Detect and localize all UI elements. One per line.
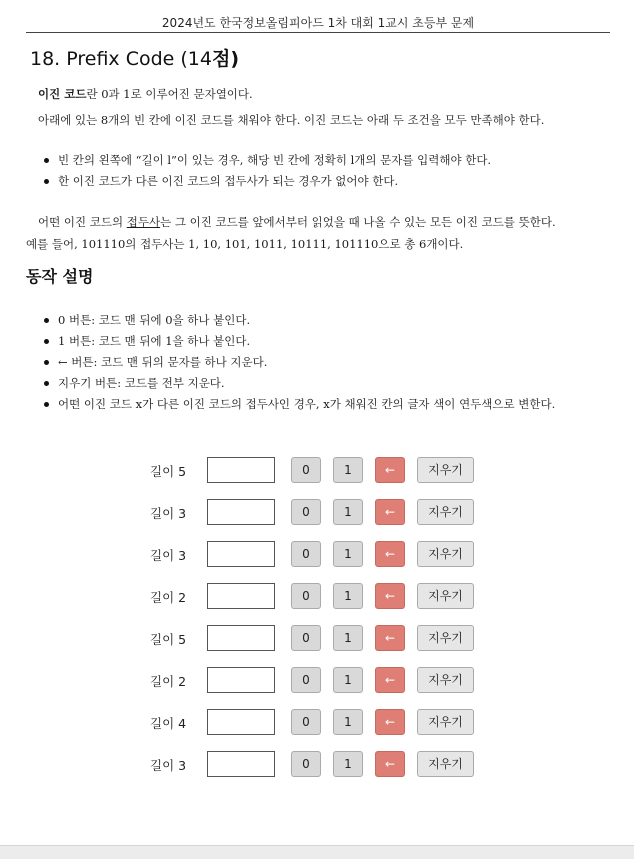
intro-line-1-rest: 란 0과 1로 이루어진 문자열이다. <box>86 87 253 101</box>
backspace-button[interactable]: ← <box>375 583 405 609</box>
backspace-button[interactable]: ← <box>375 625 405 651</box>
append-one-button[interactable]: 1 <box>333 499 363 525</box>
problem-title-suffix: 점) <box>211 48 240 70</box>
code-field-6[interactable] <box>207 667 275 693</box>
code-field-4[interactable] <box>207 583 275 609</box>
bullet-dot-icon <box>44 158 49 163</box>
code-row-8 <box>150 750 480 780</box>
operation-item <box>44 373 555 394</box>
length-label: 길이 3 <box>150 548 187 563</box>
length-label: 길이 2 <box>150 674 187 689</box>
code-field-1[interactable] <box>207 457 275 483</box>
append-one-button[interactable]: 1 <box>333 667 363 693</box>
clear-button[interactable]: 지우기 <box>417 541 474 567</box>
definition-text-b: 는 그 이진 코드를 앞에서부터 읽었을 때 나올 수 있는 모든 이진 코드를 뜻한다. <box>160 215 556 229</box>
append-one-button[interactable]: 1 <box>333 625 363 651</box>
clear-button[interactable]: 지우기 <box>417 625 474 651</box>
append-zero-button[interactable]: 0 <box>291 667 321 693</box>
condition-item <box>44 150 491 171</box>
operation-list <box>44 310 555 415</box>
conditions-list <box>44 150 491 192</box>
operation-text: 지우기 버튼: 코드를 전부 지운다. <box>58 376 225 390</box>
code-row-4 <box>150 582 480 612</box>
append-zero-button[interactable]: 0 <box>291 541 321 567</box>
length-label: 길이 3 <box>150 758 187 773</box>
intro-line-1 <box>38 86 253 102</box>
bullet-dot-icon <box>44 402 49 407</box>
operation-text: 어떤 이진 코드 x가 다른 이진 코드의 접두사인 경우, x가 채워진 칸의 글자 색이 연두색으로 변한다. <box>58 397 556 411</box>
code-row-2 <box>150 498 480 528</box>
definition-line-2: 예를 들어, 101110의 접두사는 1, 10, 101, 1011, 10111, 101110으로 총 6개이다. <box>26 237 464 251</box>
length-label: 길이 3 <box>150 506 187 521</box>
backspace-button[interactable]: ← <box>375 667 405 693</box>
append-one-button[interactable]: 1 <box>333 541 363 567</box>
code-row-3 <box>150 540 480 570</box>
code-row-6 <box>150 666 480 696</box>
length-label: 길이 5 <box>150 632 187 647</box>
clear-button[interactable]: 지우기 <box>417 499 474 525</box>
backspace-button[interactable]: ← <box>375 457 405 483</box>
problem-title-prefix: 18. Prefix Code (14 <box>30 48 212 70</box>
code-field-3[interactable] <box>207 541 275 567</box>
intro-line-2: 아래에 있는 8개의 빈 칸에 이진 코드를 채워야 한다. 이진 코드는 아래 두 조건을 모두 만족해야 한다. <box>38 113 545 127</box>
header-divider <box>26 32 610 33</box>
condition-text: 빈 칸의 왼쪽에 “길이 l”이 있는 경우, 해당 빈 칸에 정확히 l개의 문자를 입력해야 한다. <box>58 153 492 167</box>
operation-text: 0 버튼: 코드 맨 뒤에 0을 하나 붙인다. <box>58 313 251 327</box>
code-field-2[interactable] <box>207 499 275 525</box>
code-field-8[interactable] <box>207 751 275 777</box>
append-zero-button[interactable]: 0 <box>291 751 321 777</box>
append-one-button[interactable]: 1 <box>333 583 363 609</box>
operation-section-title: 동작 설명 <box>26 267 94 286</box>
append-one-button[interactable]: 1 <box>333 457 363 483</box>
operation-item <box>44 310 555 331</box>
clear-button[interactable]: 지우기 <box>417 751 474 777</box>
code-row-7 <box>150 708 480 738</box>
append-zero-button[interactable]: 0 <box>291 583 321 609</box>
bullet-dot-icon <box>44 179 49 184</box>
clear-button[interactable]: 지우기 <box>417 583 474 609</box>
length-label: 길이 4 <box>150 716 187 731</box>
length-label: 길이 5 <box>150 464 187 479</box>
binary-code-term: 이진 코드 <box>38 87 87 101</box>
backspace-button[interactable]: ← <box>375 709 405 735</box>
viewer-bottom-bar <box>0 845 634 859</box>
problem-title <box>30 44 239 71</box>
code-row-1 <box>150 456 480 486</box>
clear-button[interactable]: 지우기 <box>417 667 474 693</box>
backspace-button[interactable]: ← <box>375 541 405 567</box>
clear-button[interactable]: 지우기 <box>417 457 474 483</box>
definition-line-1 <box>38 214 556 230</box>
append-one-button[interactable]: 1 <box>333 709 363 735</box>
operation-text: ← 버튼: 코드 맨 뒤의 문자를 하나 지운다. <box>58 355 268 369</box>
code-field-5[interactable] <box>207 625 275 651</box>
append-zero-button[interactable]: 0 <box>291 625 321 651</box>
definition-text-a: 어떤 이진 코드의 <box>38 215 127 229</box>
operation-item <box>44 352 555 373</box>
append-one-button[interactable]: 1 <box>333 751 363 777</box>
bullet-dot-icon <box>44 339 49 344</box>
bullet-dot-icon <box>44 360 49 365</box>
exam-header: 2024년도 한국정보올림피아드 1차 대회 1교시 초등부 문제 <box>161 16 475 30</box>
append-zero-button[interactable]: 0 <box>291 709 321 735</box>
code-field-7[interactable] <box>207 709 275 735</box>
bullet-dot-icon <box>44 318 49 323</box>
condition-text: 한 이진 코드가 다른 이진 코드의 접두사가 되는 경우가 없어야 한다. <box>58 174 399 188</box>
backspace-button[interactable]: ← <box>375 499 405 525</box>
prefix-term: 접두사 <box>126 215 161 229</box>
length-label: 길이 2 <box>150 590 187 605</box>
append-zero-button[interactable]: 0 <box>291 499 321 525</box>
clear-button[interactable]: 지우기 <box>417 709 474 735</box>
condition-item <box>44 171 491 192</box>
operation-item <box>44 394 555 415</box>
code-row-5 <box>150 624 480 654</box>
operation-item <box>44 331 555 352</box>
bullet-dot-icon <box>44 381 49 386</box>
backspace-button[interactable]: ← <box>375 751 405 777</box>
append-zero-button[interactable]: 0 <box>291 457 321 483</box>
operation-text: 1 버튼: 코드 맨 뒤에 1을 하나 붙인다. <box>58 334 251 348</box>
